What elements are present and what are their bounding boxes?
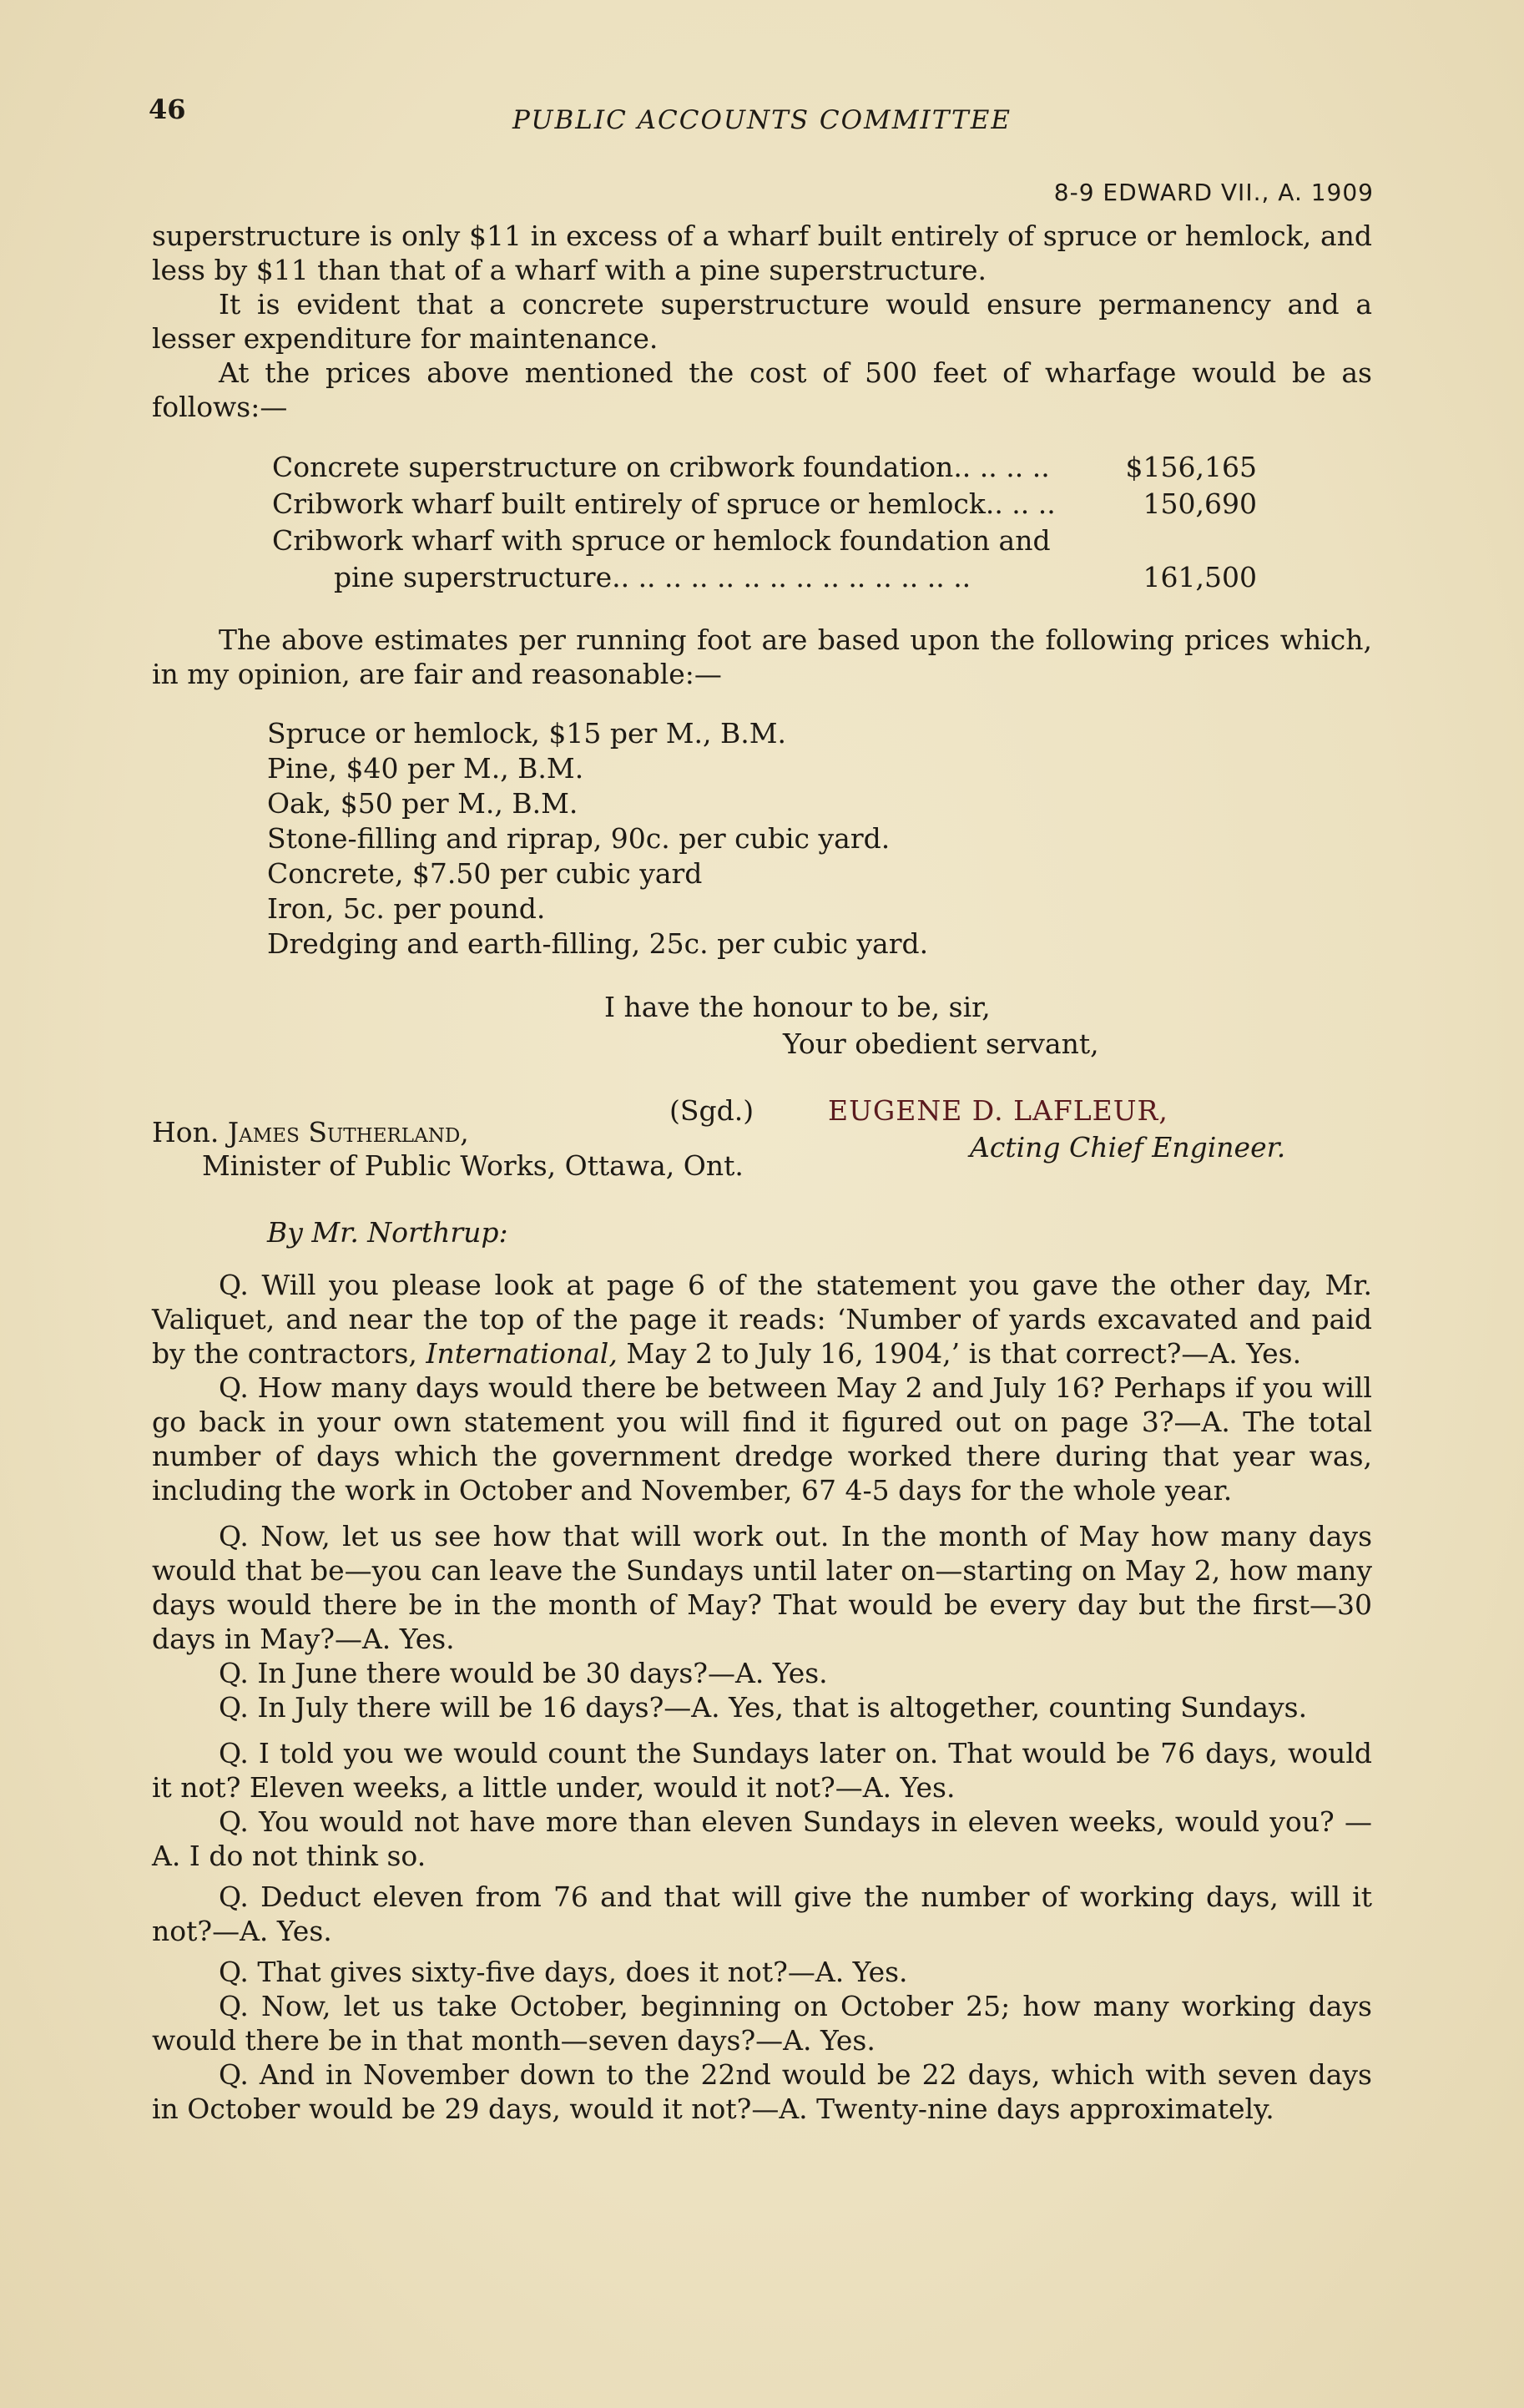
paragraph-2: It is evident that a concrete superstructure would ensure permanency and a lesser expenditure for maintenance. bbox=[152, 288, 1372, 355]
addressee-name: James Sutherland, bbox=[227, 1116, 469, 1148]
qa-paragraph: Q. In June there would be 30 days?—A. Yes. bbox=[219, 1657, 828, 1689]
running-title: PUBLIC ACCOUNTS COMMITTEE bbox=[512, 105, 1012, 135]
addressee bbox=[152, 1115, 469, 1149]
qa-emphasis: International, bbox=[426, 1337, 618, 1370]
letter-closing bbox=[152, 990, 1372, 1077]
qa-paragraph: Q. And in November down to the 22nd would be 22 days, which with seven days in October would be 29 days, would it not?—A. Twenty-nine days approximately. bbox=[152, 2058, 1372, 2125]
price-item: Concrete, $7.50 per cubic yard bbox=[267, 857, 703, 890]
qa-paragraph: Q. In July there will be 16 days?—A. Yes, that is altogether, counting Sundays. bbox=[219, 1691, 1308, 1724]
addressee-prefix: Hon. bbox=[152, 1116, 228, 1148]
cost-row bbox=[272, 559, 1257, 596]
qa-paragraph bbox=[152, 1268, 1372, 1371]
qa-text: May 2 to July 16, 1904,’ is that correct?—A. Yes. bbox=[617, 1337, 1302, 1370]
cost-label: Cribwork wharf built entirely of spruce or hemlock.. .. .. bbox=[272, 487, 1056, 520]
session-label: 8-9 EDWARD VII., A. 1909 bbox=[1053, 179, 1374, 206]
cost-row bbox=[272, 449, 1257, 486]
cost-table bbox=[272, 449, 1257, 596]
cost-amount: $156,165 bbox=[1125, 451, 1257, 483]
qa-paragraph: Q. Deduct eleven from 76 and that will give the number of working days, will it not?—A. Yes. bbox=[152, 1880, 1372, 1947]
price-item: Oak, $50 per M., B.M. bbox=[267, 787, 578, 820]
cost-row bbox=[272, 486, 1257, 522]
document-body bbox=[152, 219, 1372, 2126]
cost-label: Concrete superstructure on cribwork foundation.. .. .. .. bbox=[272, 451, 1050, 483]
signatory-role: Acting Chief Engineer. bbox=[970, 1131, 1286, 1164]
signed-mark: (Sgd.) bbox=[669, 1094, 754, 1127]
examiner-byline: By Mr. Northrup: bbox=[267, 1216, 508, 1249]
qa-paragraph: Q. You would not have more than eleven Sundays in eleven weeks, would you? —A. I do not think so. bbox=[152, 1805, 1372, 1872]
signatory-name: EUGENE D. LAFLEUR, bbox=[828, 1094, 1168, 1127]
qa-paragraph: Q. That gives sixty-five days, does it not?—A. Yes. bbox=[219, 1956, 908, 1988]
signature-block bbox=[152, 1093, 1372, 1180]
paragraph-1: superstructure is only $11 in excess of a wharf built entirely of spruce or hemlock, and less by $11 than that of a wharf with a pine superstructure. bbox=[152, 220, 1372, 286]
price-item: Iron, 5c. per pound. bbox=[267, 892, 546, 925]
qa-paragraph: Q. Now, let us see how that will work out. In the month of May how many days would that be—you can leave the Sundays until later on—starting on May 2, how many days would there be in the month of May? That would be every day but the first—30 days in May?—A. Yes. bbox=[152, 1520, 1372, 1655]
addressee-title: Minister of Public Works, Ottawa, Ont. bbox=[202, 1149, 744, 1182]
closing-line-2: Your obedient servant, bbox=[783, 1027, 1099, 1060]
cost-label: Cribwork wharf with spruce or hemlock foundation and bbox=[272, 524, 1051, 557]
paragraph-3: At the prices above mentioned the cost of 500 feet of wharfage would be as follows:— bbox=[152, 356, 1372, 423]
closing-line-1: I have the honour to be, sir, bbox=[604, 991, 991, 1023]
price-item: Spruce or hemlock, $15 per M., B.M. bbox=[267, 717, 787, 750]
cost-label: pine superstructure.. .. .. .. .. .. .. .. .. .. .. .. .. .. bbox=[334, 561, 971, 593]
qa-text: Q. Will you please look at page 6 of the statement you gave the other day, Mr. Valiquet, and near the top of the page it reads: ‘Number of yards excavated and paid by the contractors, bbox=[152, 1269, 1372, 1370]
cost-row bbox=[272, 522, 1257, 559]
price-item: Dredging and earth-filling, 25c. per cubic yard. bbox=[267, 927, 929, 960]
cost-amount: 161,500 bbox=[1143, 561, 1257, 593]
price-item: Pine, $40 per M., B.M. bbox=[267, 752, 584, 785]
qa-paragraph: Q. Now, let us take October, beginning on October 25; how many working days would there be in that month—seven days?—A. Yes. bbox=[152, 1990, 1372, 2057]
cost-amount: 150,690 bbox=[1143, 487, 1257, 520]
page-number: 46 bbox=[149, 93, 186, 125]
price-item: Stone-filling and riprap, 90c. per cubic yard. bbox=[267, 822, 891, 855]
price-list bbox=[267, 716, 1372, 962]
qa-paragraph: Q. How many days would there be between May 2 and July 16? Perhaps if you will go back in your own statement you will find it figured out on page 3?—A. The total number of days which the government dredge worked there during that year was, including the work in October and November, 67 4-5 days for the whole year. bbox=[152, 1371, 1372, 1507]
prices-intro: The above estimates per running foot are based upon the following prices which, in my opinion, are fair and reasonable:— bbox=[152, 623, 1372, 690]
qa-paragraph: Q. I told you we would count the Sundays later on. That would be 76 days, would it not? Eleven weeks, a little under, would it not?—A. Yes. bbox=[152, 1737, 1372, 1804]
